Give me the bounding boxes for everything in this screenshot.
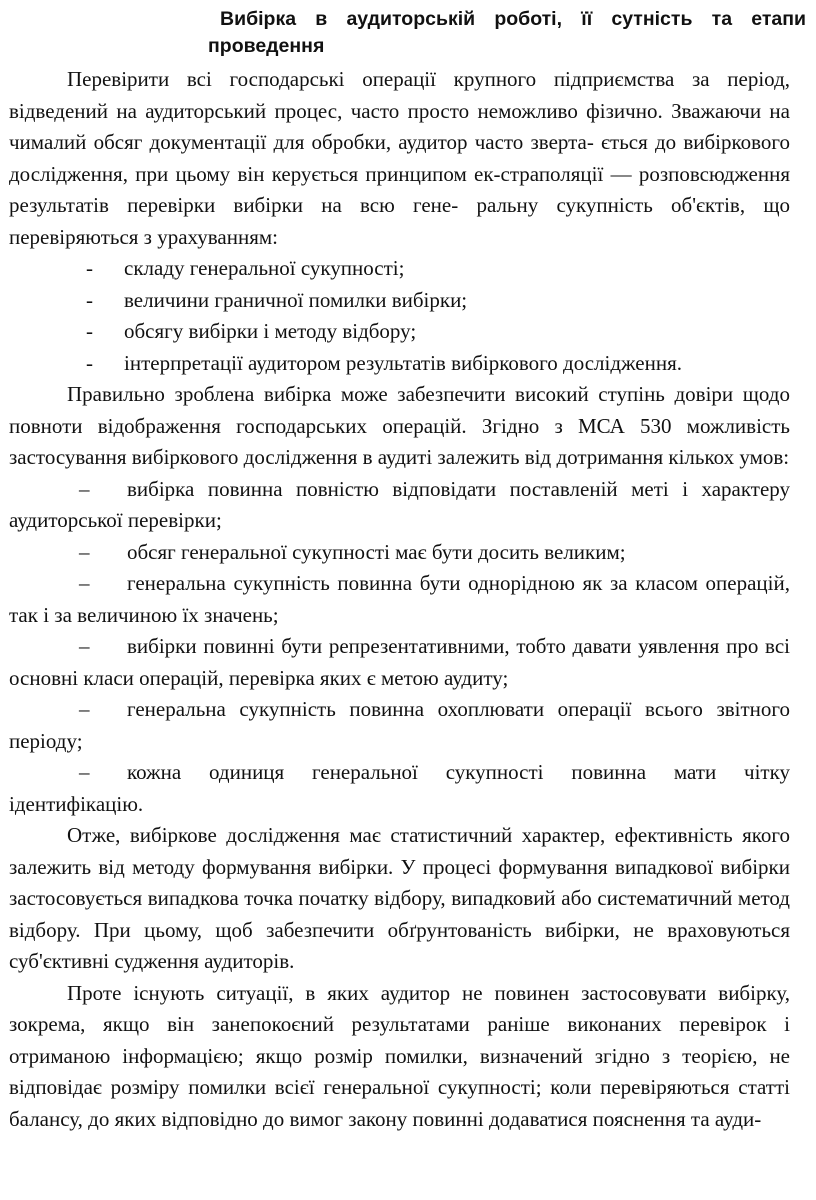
list-marker: – — [79, 476, 90, 501]
list-marker: – — [79, 760, 90, 784]
conditions-list — [9, 474, 790, 821]
paragraph-conditions: Правильно зроблена вибірка може забезпечити високий ступінь довіри щодо повноти відображення господарських операцій. Згідно з МСА 530 можливість застосування вибіркового дослідження в аудиті залежить від дотримання кількох умов: — [9, 382, 790, 469]
list-item — [9, 316, 790, 348]
list-item — [9, 348, 790, 380]
list-item-text: кожна одиниця генеральної сукупності повинна мати чітку ідентифікацію. — [9, 760, 790, 816]
list-item — [9, 474, 790, 537]
section-title-line-2: проведення — [208, 35, 325, 57]
list-item — [9, 537, 790, 569]
criteria-list — [9, 253, 790, 379]
list-item-text: генеральна сукупність повинна охоплювати операції всього звітного періоду; — [9, 697, 790, 753]
list-item-text: обсягу вибірки і методу відбору; — [124, 319, 417, 343]
list-marker: – — [79, 634, 90, 658]
list-item-text: складу генеральної сукупності; — [124, 256, 405, 280]
list-item-text: обсяг генеральної сукупності має бути досить великим; — [127, 539, 626, 564]
list-item-text: генеральна сукупність повинна бути однорідною як за класом операцій, так і за величиною їх значень; — [9, 571, 790, 627]
paragraph-intro: Перевірити всі господарські операції крупного підприємства за період, відведений на аудиторський процес, часто просто неможливо фізично. Зважаючи на чималий обсяг документації для обробки, аудитор часто зверта- ється до вибіркового дослідження, при цьому він керується принципом ек-страполяції — розповсюдження результатів перевірки вибірки на всю гене- ральну сукупність об'єктів, що перевіряються з урахуванням: — [9, 67, 790, 249]
list-item-text: інтерпретації аудитором результатів вибіркового дослідження. — [124, 350, 682, 375]
list-item-text: величини граничної помилки вибірки; — [124, 287, 468, 312]
list-item-text: вибірка повинна повністю відповідати поставленій меті і характеру аудиторської перевірки; — [9, 476, 790, 532]
list-marker: - — [86, 350, 93, 375]
list-marker: – — [79, 571, 90, 595]
section-title-line-1: Вибірка в аудиторській роботі, її сутність та етапи — [220, 8, 806, 30]
list-item — [9, 285, 790, 317]
document-body — [9, 64, 790, 1135]
list-item — [9, 253, 790, 285]
list-item — [9, 568, 790, 631]
list-item-text: вибірки повинні бути репрезентативними, тобто давати уявлення про всі основні класи операцій, перевірка яких є метою аудиту; — [9, 634, 790, 690]
list-marker: - — [86, 256, 93, 280]
paragraph-summary: Отже, вибіркове дослідження має статистичний характер, ефективність якого залежить від методу формування вибірки. У процесі формування випадкової вибірки застосовується випадкова точка початку відбору, випадковий або систематичний метод відбору. При цьому, щоб забезпечити обґрунтованість вибірки, не враховуються суб'єктивні судження аудиторів. — [9, 823, 790, 973]
list-marker: – — [79, 539, 90, 564]
list-marker: - — [86, 287, 93, 312]
list-item — [9, 631, 790, 694]
list-item — [9, 694, 790, 757]
list-item — [9, 757, 790, 820]
list-marker: - — [86, 319, 93, 343]
section-title — [208, 6, 806, 60]
paragraph-exceptions: Проте існують ситуації, в яких аудитор не повинен застосовувати вибірку, зокрема, якщо він занепокоєний результатами раніше виконаних перевірок і отриманою інформацією; якщо розмір помилки, визначений згідно з теорією, не відповідає розміру помилки всієї генеральної сукупності; коли перевіряються статті балансу, до яких відповідно до вимог закону повинні додаватися пояснення та ауди- — [9, 980, 790, 1131]
list-marker: – — [79, 697, 90, 721]
